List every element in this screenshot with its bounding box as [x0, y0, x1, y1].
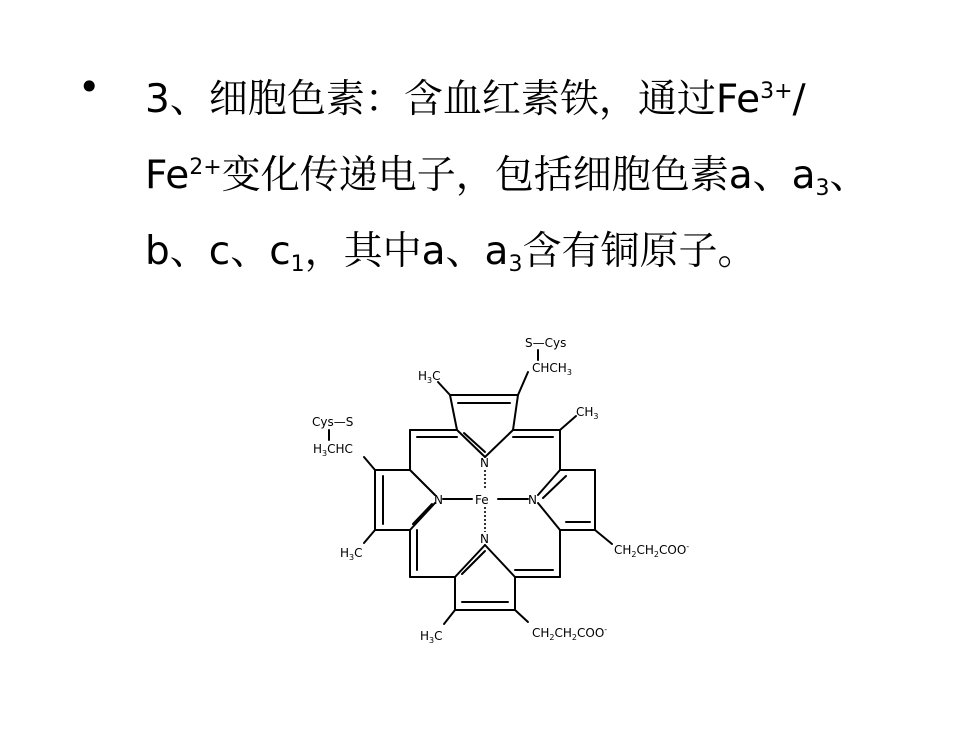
label-n-bottom: N: [480, 532, 489, 546]
text-line-2: [145, 138, 945, 214]
pyrrole-ring-left: [375, 470, 435, 530]
text-line-1: [145, 62, 945, 138]
pyrrole-ring-top: [450, 395, 518, 457]
subscript: 3: [508, 252, 523, 277]
substituent-bonds: [329, 350, 612, 624]
text-line-3: [145, 214, 945, 290]
text-segment: b、c、c: [145, 229, 291, 274]
text-segment: 含有铜原子。: [522, 229, 757, 274]
label-h3c-top-left: $H_3C$: [418, 369, 441, 385]
label-fe: Fe: [475, 493, 489, 507]
pyrrole-ring-right: [538, 470, 595, 530]
label-h3c-bottom: $H_3C$: [420, 629, 443, 645]
superscript: 3+: [760, 79, 793, 104]
label-ch3-top-right: $CH_3$: [576, 405, 599, 421]
text-segment: 、: [829, 153, 869, 198]
text-segment: /: [792, 77, 806, 122]
label-h3chc-left: $H_3CHC$: [313, 442, 353, 458]
text-segment: Fe: [145, 153, 190, 198]
label-chch3-top: $CHCH_3$: [532, 361, 572, 377]
label-n-right: N: [528, 493, 537, 507]
bullet-text: [145, 62, 945, 290]
subscript: 3: [815, 176, 830, 201]
text-segment: 变化传递电子，包括细胞色素a、a: [221, 153, 816, 198]
text-segment: ，其中a、a: [304, 229, 509, 274]
text-segment: 3、细胞色素：含血红素铁，通过Fe: [145, 77, 761, 122]
label-s-cys-top: S—Cys: [525, 336, 567, 350]
label-propionate-bottom: $CH_2CH_2COO^-$: [532, 625, 608, 642]
label-n-left: N: [434, 493, 443, 507]
label-h3c-left: $H_3C$: [340, 546, 363, 562]
label-n-top: N: [480, 456, 489, 470]
superscript: 2+: [189, 155, 222, 180]
heme-structure-diagram: [300, 330, 720, 660]
pyrrole-ring-bottom: [455, 545, 515, 610]
label-propionate-right: $CH_2CH_2COO^-$: [614, 542, 690, 559]
subscript: 1: [290, 252, 305, 277]
bullet-point: •: [78, 65, 101, 109]
label-cys-s-left: Cys—S: [312, 415, 354, 429]
